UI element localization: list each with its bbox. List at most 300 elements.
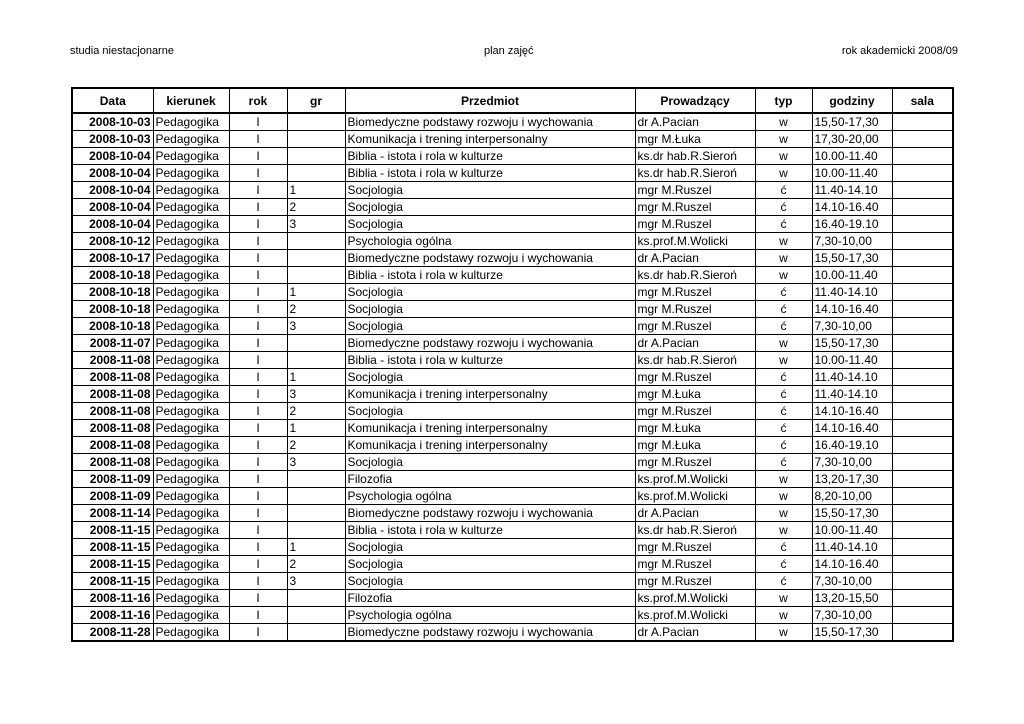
rok-cell: I	[229, 301, 287, 318]
hours-cell: 14.10-16.40	[812, 403, 892, 420]
subject-cell: Komunikacja i trening interpersonalny	[345, 437, 635, 454]
kierunek-cell: Pedagogika	[153, 624, 229, 642]
subject-cell: Socjologia	[345, 573, 635, 590]
table-row	[72, 505, 953, 522]
rok-cell: I	[229, 182, 287, 199]
col-header-prowadzacy: Prowadzący	[635, 88, 755, 113]
hours-cell: 7,30-10,00	[812, 233, 892, 250]
table-row	[72, 454, 953, 471]
lecturer-cell: ks.dr hab.R.Sieroń	[635, 267, 755, 284]
table-row	[72, 573, 953, 590]
subject-cell: Socjologia	[345, 369, 635, 386]
table-body	[72, 113, 953, 641]
lecturer-cell: ks.dr hab.R.Sieroń	[635, 522, 755, 539]
group-cell: 2	[287, 556, 345, 573]
lecturer-cell: mgr M.Łuka	[635, 131, 755, 148]
type-cell: w	[755, 488, 812, 505]
date-cell: 2008-11-08	[72, 352, 153, 369]
lecturer-cell: mgr M.Ruszel	[635, 573, 755, 590]
lecturer-cell: mgr M.Łuka	[635, 420, 755, 437]
date-cell: 2008-10-03	[72, 113, 153, 131]
rok-cell: I	[229, 267, 287, 284]
group-cell	[287, 505, 345, 522]
type-cell: w	[755, 335, 812, 352]
group-cell	[287, 624, 345, 642]
group-cell: 2	[287, 301, 345, 318]
room-cell	[892, 539, 953, 556]
kierunek-cell: Pedagogika	[153, 113, 229, 131]
group-cell: 3	[287, 386, 345, 403]
header-title: plan zajęć	[484, 45, 534, 57]
col-header-typ: typ	[755, 88, 812, 113]
type-cell: w	[755, 522, 812, 539]
rok-cell: I	[229, 250, 287, 267]
group-cell: 1	[287, 539, 345, 556]
group-cell	[287, 131, 345, 148]
rok-cell: I	[229, 284, 287, 301]
hours-cell: 15,50-17,30	[812, 505, 892, 522]
hours-cell: 7,30-10,00	[812, 607, 892, 624]
type-cell: ć	[755, 182, 812, 199]
room-cell	[892, 335, 953, 352]
header-study-mode: studia niestacjonarne	[70, 45, 174, 57]
date-cell: 2008-11-15	[72, 539, 153, 556]
lecturer-cell: ks.prof.M.Wolicki	[635, 488, 755, 505]
kierunek-cell: Pedagogika	[153, 284, 229, 301]
room-cell	[892, 437, 953, 454]
type-cell: w	[755, 113, 812, 131]
type-cell: w	[755, 624, 812, 642]
hours-cell: 10.00-11.40	[812, 352, 892, 369]
subject-cell: Biblia - istota i rola w kulturze	[345, 148, 635, 165]
date-cell: 2008-10-18	[72, 301, 153, 318]
type-cell: ć	[755, 420, 812, 437]
lecturer-cell: mgr M.Ruszel	[635, 539, 755, 556]
group-cell	[287, 250, 345, 267]
kierunek-cell: Pedagogika	[153, 318, 229, 335]
table-row	[72, 335, 953, 352]
table-row	[72, 267, 953, 284]
rok-cell: I	[229, 454, 287, 471]
rok-cell: I	[229, 624, 287, 642]
hours-cell: 16.40-19.10	[812, 437, 892, 454]
lecturer-cell: mgr M.Ruszel	[635, 403, 755, 420]
kierunek-cell: Pedagogika	[153, 131, 229, 148]
room-cell	[892, 624, 953, 642]
date-cell: 2008-11-08	[72, 386, 153, 403]
hours-cell: 7,30-10,00	[812, 454, 892, 471]
lecturer-cell: mgr M.Ruszel	[635, 556, 755, 573]
rok-cell: I	[229, 471, 287, 488]
subject-cell: Komunikacja i trening interpersonalny	[345, 386, 635, 403]
group-cell: 3	[287, 573, 345, 590]
table-row	[72, 539, 953, 556]
date-cell: 2008-10-04	[72, 165, 153, 182]
table-row	[72, 437, 953, 454]
lecturer-cell: dr A.Pacian	[635, 624, 755, 642]
room-cell	[892, 403, 953, 420]
lecturer-cell: mgr M.Ruszel	[635, 318, 755, 335]
group-cell	[287, 148, 345, 165]
lecturer-cell: mgr M.Ruszel	[635, 454, 755, 471]
col-header-przedmiot: Przedmiot	[345, 88, 635, 113]
type-cell: ć	[755, 386, 812, 403]
hours-cell: 15,50-17,30	[812, 335, 892, 352]
hours-cell: 14.10-16.40	[812, 556, 892, 573]
hours-cell: 13,20-15,50	[812, 590, 892, 607]
subject-cell: Socjologia	[345, 216, 635, 233]
rok-cell: I	[229, 437, 287, 454]
group-cell: 2	[287, 437, 345, 454]
rok-cell: I	[229, 386, 287, 403]
date-cell: 2008-11-15	[72, 522, 153, 539]
rok-cell: I	[229, 233, 287, 250]
subject-cell: Biomedyczne podstawy rozwoju i wychowania	[345, 624, 635, 642]
subject-cell: Psychologia ogólna	[345, 233, 635, 250]
schedule-table	[71, 87, 954, 642]
subject-cell: Socjologia	[345, 301, 635, 318]
hours-cell: 11.40-14.10	[812, 386, 892, 403]
table-row	[72, 488, 953, 505]
lecturer-cell: ks.dr hab.R.Sieroń	[635, 165, 755, 182]
room-cell	[892, 590, 953, 607]
rok-cell: I	[229, 505, 287, 522]
lecturer-cell: mgr M.Ruszel	[635, 216, 755, 233]
date-cell: 2008-10-18	[72, 318, 153, 335]
date-cell: 2008-11-09	[72, 471, 153, 488]
hours-cell: 11.40-14.10	[812, 369, 892, 386]
room-cell	[892, 284, 953, 301]
type-cell: w	[755, 590, 812, 607]
hours-cell: 14.10-16.40	[812, 420, 892, 437]
col-header-godziny: godziny	[812, 88, 892, 113]
subject-cell: Biblia - istota i rola w kulturze	[345, 352, 635, 369]
group-cell: 2	[287, 199, 345, 216]
header-academic-year: rok akademicki 2008/09	[841, 45, 958, 57]
rok-cell: I	[229, 113, 287, 131]
col-header-kierunek: kierunek	[153, 88, 229, 113]
type-cell: ć	[755, 369, 812, 386]
type-cell: ć	[755, 216, 812, 233]
col-header-sala: sala	[892, 88, 953, 113]
col-header-gr: gr	[287, 88, 345, 113]
rok-cell: I	[229, 488, 287, 505]
type-cell: ć	[755, 556, 812, 573]
rok-cell: I	[229, 216, 287, 233]
table-row	[72, 301, 953, 318]
subject-cell: Komunikacja i trening interpersonalny	[345, 131, 635, 148]
table-row	[72, 556, 953, 573]
type-cell: w	[755, 471, 812, 488]
date-cell: 2008-10-03	[72, 131, 153, 148]
subject-cell: Psychologia ogólna	[345, 607, 635, 624]
col-header-rok: rok	[229, 88, 287, 113]
col-header-data: Data	[72, 88, 153, 113]
type-cell: ć	[755, 573, 812, 590]
hours-cell: 15,50-17,30	[812, 624, 892, 642]
rok-cell: I	[229, 199, 287, 216]
date-cell: 2008-10-04	[72, 199, 153, 216]
hours-cell: 11.40-14.10	[812, 182, 892, 199]
lecturer-cell: dr A.Pacian	[635, 505, 755, 522]
kierunek-cell: Pedagogika	[153, 301, 229, 318]
subject-cell: Biomedyczne podstawy rozwoju i wychowania	[345, 113, 635, 131]
room-cell	[892, 556, 953, 573]
table-row	[72, 199, 953, 216]
lecturer-cell: dr A.Pacian	[635, 113, 755, 131]
hours-cell: 15,50-17,30	[812, 250, 892, 267]
subject-cell: Biblia - istota i rola w kulturze	[345, 267, 635, 284]
kierunek-cell: Pedagogika	[153, 607, 229, 624]
kierunek-cell: Pedagogika	[153, 199, 229, 216]
table-row	[72, 165, 953, 182]
room-cell	[892, 454, 953, 471]
rok-cell: I	[229, 573, 287, 590]
table-header-row	[72, 88, 953, 113]
table-row	[72, 250, 953, 267]
kierunek-cell: Pedagogika	[153, 403, 229, 420]
type-cell: w	[755, 607, 812, 624]
date-cell: 2008-10-12	[72, 233, 153, 250]
rok-cell: I	[229, 522, 287, 539]
table-row	[72, 386, 953, 403]
rok-cell: I	[229, 148, 287, 165]
kierunek-cell: Pedagogika	[153, 165, 229, 182]
lecturer-cell: mgr M.Ruszel	[635, 199, 755, 216]
room-cell	[892, 386, 953, 403]
table-row	[72, 607, 953, 624]
kierunek-cell: Pedagogika	[153, 437, 229, 454]
room-cell	[892, 420, 953, 437]
subject-cell: Socjologia	[345, 539, 635, 556]
date-cell: 2008-11-15	[72, 573, 153, 590]
room-cell	[892, 113, 953, 131]
rok-cell: I	[229, 590, 287, 607]
group-cell	[287, 590, 345, 607]
date-cell: 2008-11-16	[72, 590, 153, 607]
date-cell: 2008-10-18	[72, 284, 153, 301]
kierunek-cell: Pedagogika	[153, 539, 229, 556]
hours-cell: 15,50-17,30	[812, 113, 892, 131]
group-cell	[287, 233, 345, 250]
rok-cell: I	[229, 352, 287, 369]
lecturer-cell: mgr M.Łuka	[635, 437, 755, 454]
type-cell: w	[755, 505, 812, 522]
kierunek-cell: Pedagogika	[153, 335, 229, 352]
date-cell: 2008-11-08	[72, 454, 153, 471]
rok-cell: I	[229, 420, 287, 437]
rok-cell: I	[229, 556, 287, 573]
date-cell: 2008-11-09	[72, 488, 153, 505]
kierunek-cell: Pedagogika	[153, 505, 229, 522]
table-row	[72, 369, 953, 386]
group-cell: 1	[287, 420, 345, 437]
group-cell: 1	[287, 369, 345, 386]
hours-cell: 8,20-10,00	[812, 488, 892, 505]
lecturer-cell: dr A.Pacian	[635, 335, 755, 352]
type-cell: ć	[755, 437, 812, 454]
page-header	[70, 45, 958, 61]
group-cell: 1	[287, 284, 345, 301]
date-cell: 2008-10-04	[72, 148, 153, 165]
lecturer-cell: ks.prof.M.Wolicki	[635, 233, 755, 250]
room-cell	[892, 216, 953, 233]
group-cell: 3	[287, 454, 345, 471]
room-cell	[892, 369, 953, 386]
table-row	[72, 284, 953, 301]
date-cell: 2008-11-14	[72, 505, 153, 522]
hours-cell: 7,30-10,00	[812, 318, 892, 335]
table-row	[72, 590, 953, 607]
kierunek-cell: Pedagogika	[153, 573, 229, 590]
type-cell: ć	[755, 403, 812, 420]
table-row	[72, 471, 953, 488]
room-cell	[892, 267, 953, 284]
subject-cell: Biblia - istota i rola w kulturze	[345, 522, 635, 539]
hours-cell: 10.00-11.40	[812, 148, 892, 165]
table-row	[72, 624, 953, 642]
group-cell: 1	[287, 182, 345, 199]
kierunek-cell: Pedagogika	[153, 386, 229, 403]
table-row	[72, 403, 953, 420]
rok-cell: I	[229, 165, 287, 182]
type-cell: w	[755, 250, 812, 267]
room-cell	[892, 165, 953, 182]
rok-cell: I	[229, 539, 287, 556]
date-cell: 2008-10-04	[72, 216, 153, 233]
kierunek-cell: Pedagogika	[153, 471, 229, 488]
kierunek-cell: Pedagogika	[153, 369, 229, 386]
kierunek-cell: Pedagogika	[153, 182, 229, 199]
group-cell	[287, 488, 345, 505]
type-cell: ć	[755, 318, 812, 335]
room-cell	[892, 182, 953, 199]
group-cell: 2	[287, 403, 345, 420]
subject-cell: Psychologia ogólna	[345, 488, 635, 505]
lecturer-cell: ks.prof.M.Wolicki	[635, 590, 755, 607]
group-cell: 3	[287, 318, 345, 335]
date-cell: 2008-11-15	[72, 556, 153, 573]
kierunek-cell: Pedagogika	[153, 233, 229, 250]
subject-cell: Socjologia	[345, 556, 635, 573]
group-cell: 3	[287, 216, 345, 233]
table-row	[72, 148, 953, 165]
date-cell: 2008-11-28	[72, 624, 153, 642]
type-cell: ć	[755, 301, 812, 318]
group-cell	[287, 335, 345, 352]
date-cell: 2008-11-08	[72, 369, 153, 386]
subject-cell: Filozofia	[345, 471, 635, 488]
room-cell	[892, 148, 953, 165]
group-cell	[287, 471, 345, 488]
table-row	[72, 233, 953, 250]
room-cell	[892, 488, 953, 505]
date-cell: 2008-11-08	[72, 420, 153, 437]
kierunek-cell: Pedagogika	[153, 556, 229, 573]
type-cell: w	[755, 267, 812, 284]
hours-cell: 10.00-11.40	[812, 165, 892, 182]
lecturer-cell: ks.prof.M.Wolicki	[635, 607, 755, 624]
hours-cell: 14.10-16.40	[812, 199, 892, 216]
rok-cell: I	[229, 335, 287, 352]
lecturer-cell: mgr M.Ruszel	[635, 369, 755, 386]
hours-cell: 7,30-10,00	[812, 573, 892, 590]
subject-cell: Biblia - istota i rola w kulturze	[345, 165, 635, 182]
date-cell: 2008-11-08	[72, 403, 153, 420]
type-cell: w	[755, 165, 812, 182]
group-cell	[287, 113, 345, 131]
lecturer-cell: ks.dr hab.R.Sieroń	[635, 352, 755, 369]
group-cell	[287, 522, 345, 539]
rok-cell: I	[229, 369, 287, 386]
kierunek-cell: Pedagogika	[153, 522, 229, 539]
table-row	[72, 216, 953, 233]
hours-cell: 16.40-19.10	[812, 216, 892, 233]
group-cell	[287, 267, 345, 284]
group-cell	[287, 352, 345, 369]
lecturer-cell: mgr M.Łuka	[635, 386, 755, 403]
hours-cell: 10.00-11.40	[812, 522, 892, 539]
date-cell: 2008-11-16	[72, 607, 153, 624]
subject-cell: Biomedyczne podstawy rozwoju i wychowania	[345, 505, 635, 522]
room-cell	[892, 522, 953, 539]
group-cell	[287, 607, 345, 624]
kierunek-cell: Pedagogika	[153, 420, 229, 437]
room-cell	[892, 250, 953, 267]
kierunek-cell: Pedagogika	[153, 250, 229, 267]
type-cell: w	[755, 233, 812, 250]
room-cell	[892, 131, 953, 148]
subject-cell: Socjologia	[345, 182, 635, 199]
rok-cell: I	[229, 403, 287, 420]
kierunek-cell: Pedagogika	[153, 454, 229, 471]
room-cell	[892, 199, 953, 216]
table-row	[72, 352, 953, 369]
subject-cell: Biomedyczne podstawy rozwoju i wychowania	[345, 250, 635, 267]
table-row	[72, 420, 953, 437]
hours-cell: 14.10-16.40	[812, 301, 892, 318]
group-cell	[287, 165, 345, 182]
hours-cell: 11.40-14.10	[812, 539, 892, 556]
lecturer-cell: dr A.Pacian	[635, 250, 755, 267]
subject-cell: Socjologia	[345, 403, 635, 420]
table-row	[72, 522, 953, 539]
type-cell: w	[755, 148, 812, 165]
date-cell: 2008-11-08	[72, 437, 153, 454]
table-row	[72, 113, 953, 131]
subject-cell: Biomedyczne podstawy rozwoju i wychowania	[345, 335, 635, 352]
type-cell: ć	[755, 539, 812, 556]
subject-cell: Socjologia	[345, 284, 635, 301]
kierunek-cell: Pedagogika	[153, 148, 229, 165]
type-cell: ć	[755, 454, 812, 471]
table-row	[72, 131, 953, 148]
lecturer-cell: mgr M.Ruszel	[635, 182, 755, 199]
room-cell	[892, 505, 953, 522]
hours-cell: 10.00-11.40	[812, 267, 892, 284]
type-cell: ć	[755, 199, 812, 216]
date-cell: 2008-10-18	[72, 267, 153, 284]
subject-cell: Filozofia	[345, 590, 635, 607]
lecturer-cell: ks.prof.M.Wolicki	[635, 471, 755, 488]
date-cell: 2008-11-07	[72, 335, 153, 352]
rok-cell: I	[229, 318, 287, 335]
room-cell	[892, 607, 953, 624]
room-cell	[892, 471, 953, 488]
room-cell	[892, 318, 953, 335]
rok-cell: I	[229, 131, 287, 148]
kierunek-cell: Pedagogika	[153, 267, 229, 284]
